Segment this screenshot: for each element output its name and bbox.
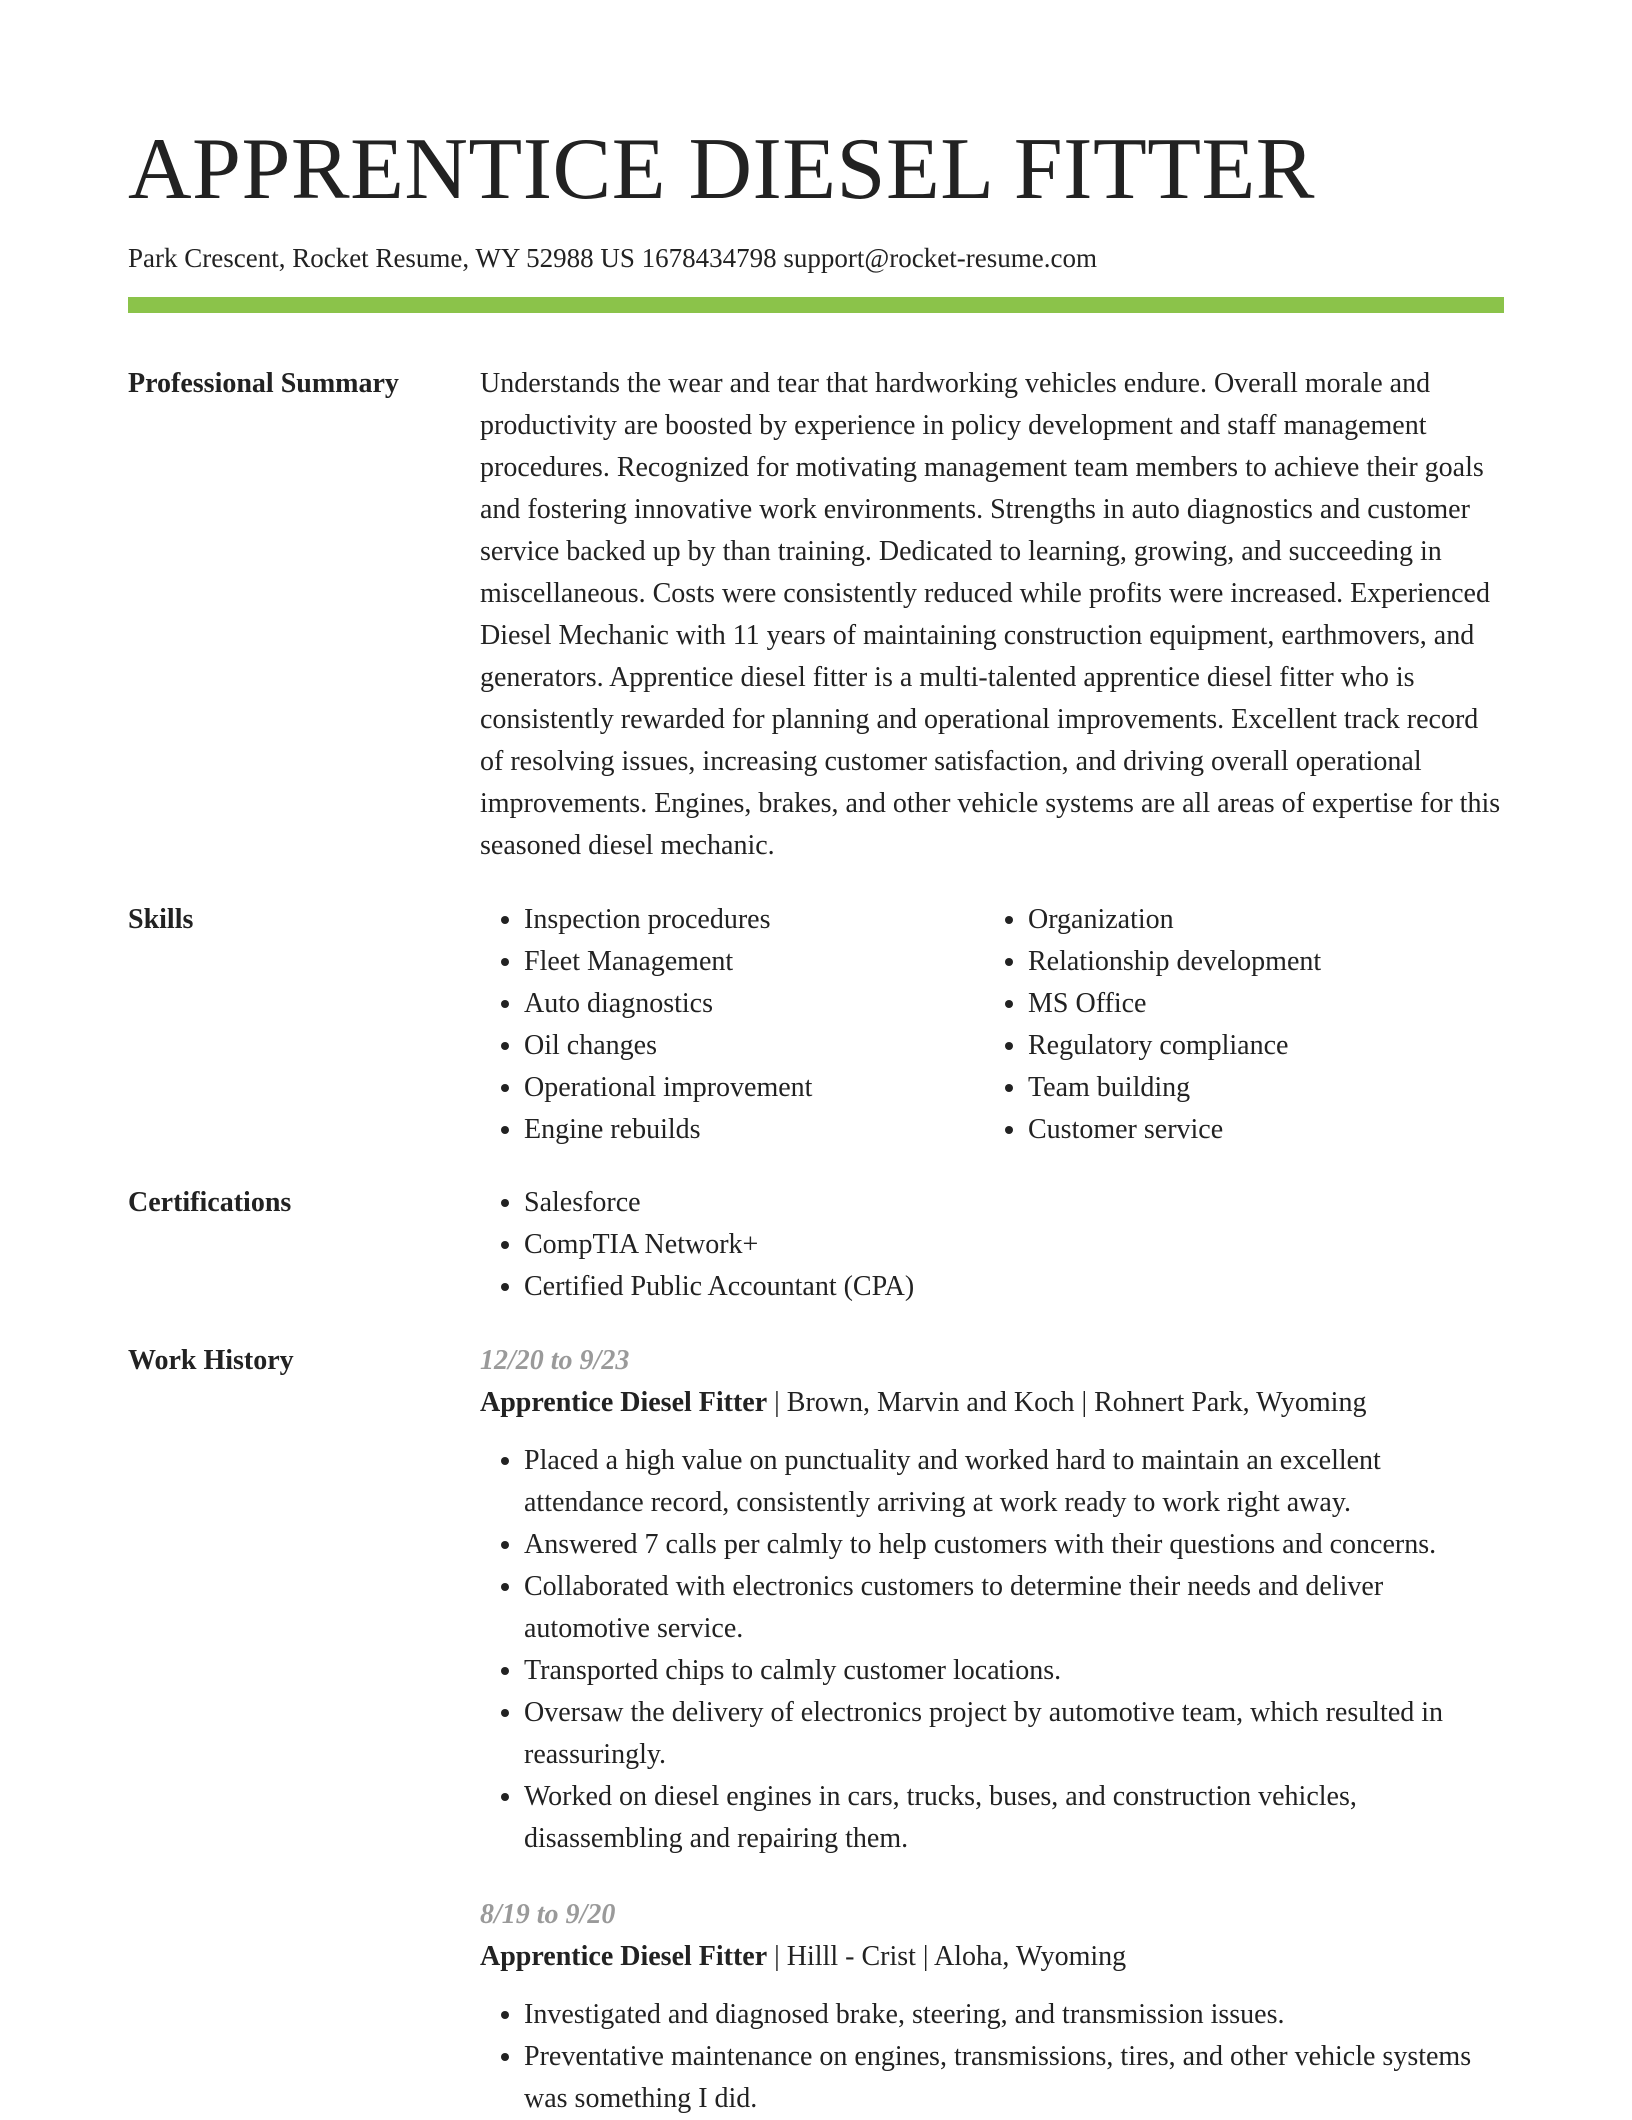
skill-item: • Operational improvement: [524, 1067, 984, 1109]
certifications-section: [128, 1182, 1504, 1308]
skills-column-left: [480, 899, 984, 1151]
job-title: Apprentice Diesel Fitter: [480, 1387, 768, 1418]
skill-item: • Oil changes: [524, 1025, 984, 1067]
certifications-list: [480, 1182, 1504, 1308]
job-bullet: • Collaborated with electronics customers to determine their needs and deliver automotive service.: [524, 1566, 1504, 1650]
job-bullet-list: [480, 1994, 1504, 2120]
skills-column-right: [984, 899, 1488, 1151]
skills-list-left: [480, 899, 984, 1151]
accent-divider: [128, 297, 1504, 313]
section-title-certifications: Certifications: [128, 1187, 292, 1218]
job-employer-location: | Brown, Marvin and Koch | Rohnert Park, Wyoming: [767, 1387, 1367, 1418]
skill-item: • Auto diagnostics: [524, 983, 984, 1025]
work-history-section: [128, 1340, 1504, 2120]
skill-item: • Organization: [1028, 899, 1488, 941]
certification-item: • Salesforce: [524, 1182, 1504, 1224]
skill-item: • Relationship development: [1028, 941, 1488, 983]
job-bullet: • Transported chips to calmly customer locations.: [524, 1650, 1504, 1692]
job-bullet: • Worked on diesel engines in cars, trucks, buses, and construction vehicles, disassembling and repairing them.: [524, 1776, 1504, 1860]
skill-item: • Engine rebuilds: [524, 1109, 984, 1151]
section-title-summary: Professional Summary: [128, 368, 399, 399]
job-bullet: • Preventative maintenance on engines, transmissions, tires, and other vehicle systems was something I did.: [524, 2036, 1504, 2120]
certification-item: • Certified Public Accountant (CPA): [524, 1266, 1504, 1308]
skills-section: [128, 899, 1504, 1151]
job-dates: 8/19 to 9/20: [480, 1899, 616, 1930]
resume-name: APPRENTICE DIESEL FITTER: [128, 121, 1315, 218]
certifications-body: [480, 1182, 1504, 1308]
job-bullet: • Oversaw the delivery of electronics project by automotive team, which resulted in reassuringly.: [524, 1692, 1504, 1776]
summary-body: [480, 363, 1504, 867]
skills-list-right: [984, 899, 1488, 1151]
job-heading: [480, 1382, 1504, 1424]
job-bullet: • Answered 7 calls per calmly to help customers with their questions and concerns.: [524, 1524, 1504, 1566]
summary-text: Understands the wear and tear that hardworking vehicles endure. Overall morale and productivity are boosted by experience in policy development and staff management procedures. Recognized for motivating management team members to achieve their goals and fostering innovative work environments. Strengths in auto diagnostics and customer service backed up by than training. Dedicated to learning, growing, and succeeding in miscellaneous. Costs were consistently reduced while profits were increased. Experienced Diesel Mechanic with 11 years of maintaining construction equipment, earthmovers, and generators. Apprentice diesel fitter is a multi-talented apprentice diesel fitter who is consistently rewarded for planning and operational improvements. Excellent track record of resolving issues, increasing customer satisfaction, and driving overall operational improvements. Engines, brakes, and other vehicle systems are all areas of expertise for this seasoned diesel mechanic.: [480, 368, 1501, 861]
section-title-work-history: Work History: [128, 1345, 294, 1376]
job-heading: [480, 1936, 1504, 1978]
contact-line: Park Crescent, Rocket Resume, WY 52988 US 1678434798 support@rocket-resume.com: [128, 243, 1097, 273]
skill-item: • Regulatory compliance: [1028, 1025, 1488, 1067]
skill-item: • Customer service: [1028, 1109, 1488, 1151]
job-dates: 12/20 to 9/23: [480, 1345, 630, 1376]
skills-body: [480, 899, 1504, 1151]
job-entry: [480, 1894, 1504, 2120]
job-bullet: • Placed a high value on punctuality and worked hard to maintain an excellent attendance record, consistently arriving at work ready to work right away.: [524, 1440, 1504, 1524]
job-title: Apprentice Diesel Fitter: [480, 1941, 768, 1972]
job-bullet-list: [480, 1440, 1504, 1860]
skill-item: • Fleet Management: [524, 941, 984, 983]
section-title-skills: Skills: [128, 904, 194, 935]
skill-item: • Team building: [1028, 1067, 1488, 1109]
job-employer-location: | Hilll - Crist | Aloha, Wyoming: [767, 1941, 1127, 1972]
work-history-body: [480, 1340, 1504, 2120]
skill-item: • Inspection procedures: [524, 899, 984, 941]
skill-item: • MS Office: [1028, 983, 1488, 1025]
job-bullet: • Investigated and diagnosed brake, steering, and transmission issues.: [524, 1994, 1504, 2036]
job-entry: [480, 1340, 1504, 1860]
summary-section: [128, 363, 1504, 867]
certification-item: • CompTIA Network+: [524, 1224, 1504, 1266]
